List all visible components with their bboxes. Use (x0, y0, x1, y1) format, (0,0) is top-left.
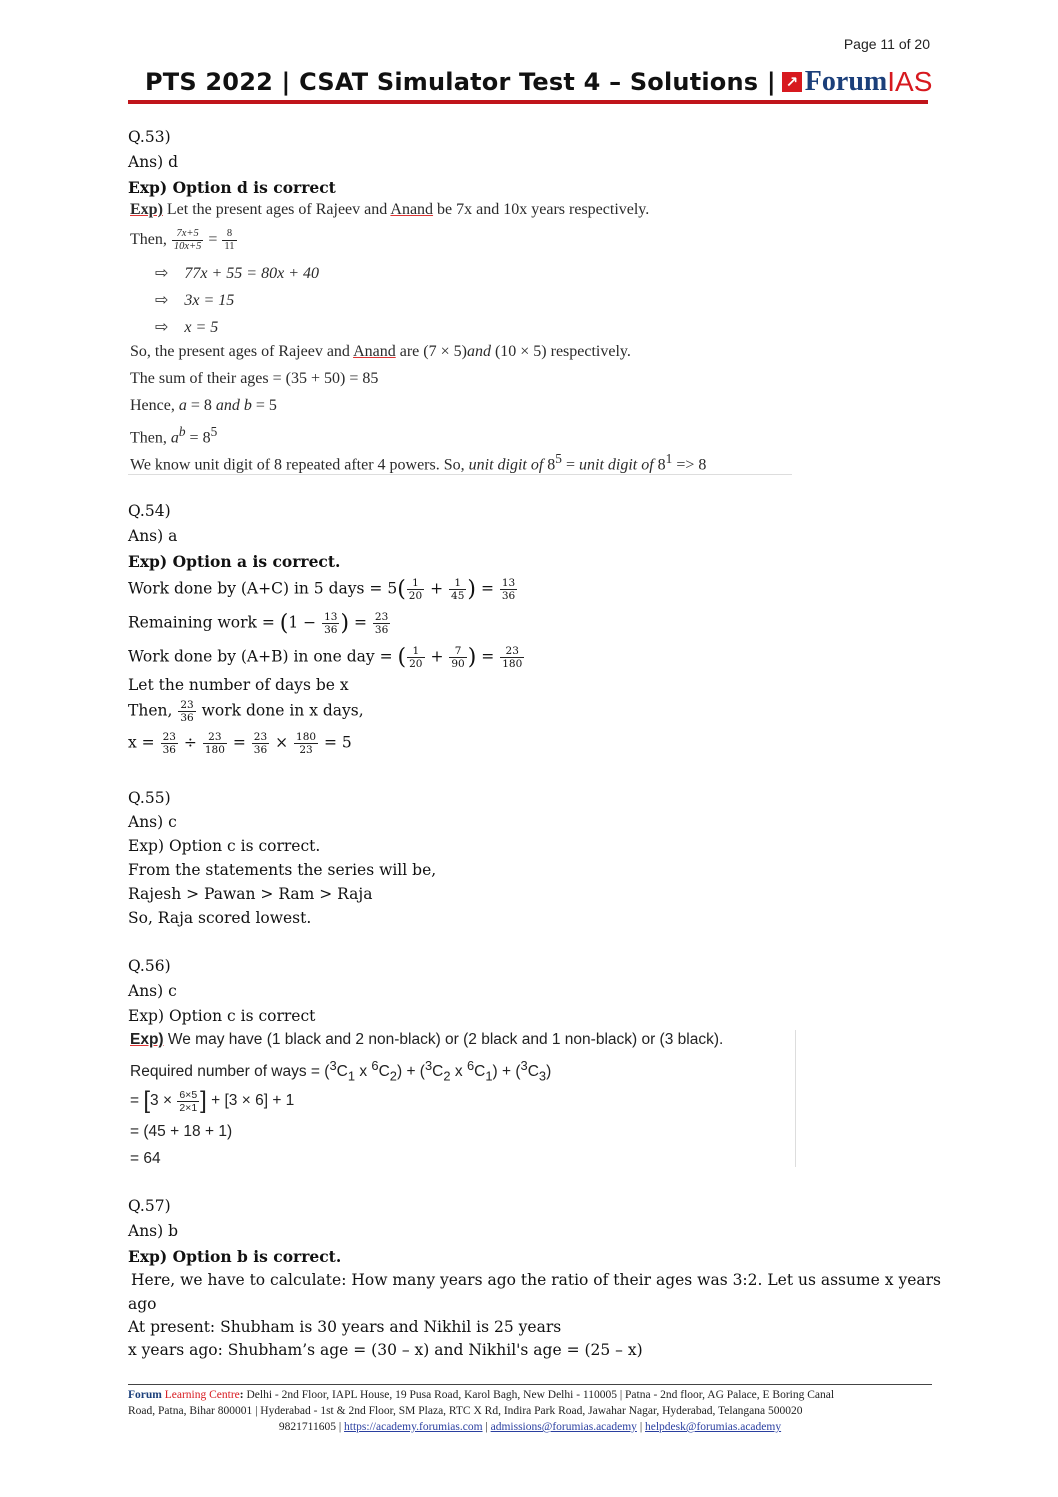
subscript: 1 (485, 1068, 493, 1084)
exponent: 5 (555, 451, 562, 466)
var-a: a (170, 429, 179, 447)
superscript: 3 (329, 1058, 337, 1073)
q57-line3: x years ago: Shubham’s age = (30 – x) and Nikhil's age = (25 – x) (128, 1341, 643, 1359)
q55-line1: From the statements the series will be, (128, 861, 437, 879)
q53-and: and (215, 397, 240, 414)
q57-label: Q.57) (128, 1197, 171, 1215)
exponent: 1 (665, 451, 673, 466)
numerator: 7x+5 (172, 228, 204, 241)
q54-text: 1 − (288, 613, 317, 632)
denominator: 180 (502, 658, 523, 670)
footer-divider (128, 1384, 932, 1385)
q54-text: = 5 (324, 733, 352, 752)
q53-sum-line: The sum of their ages = (35 + 50) = 85 (130, 370, 379, 387)
q53-anand: Anand (353, 343, 396, 360)
denominator: 180 (204, 744, 225, 756)
q53-step1 (155, 263, 319, 283)
q55-explanation-heading: Exp) Option c is correct. (128, 837, 321, 855)
q53-hence-line (130, 397, 277, 415)
q54-label: Q.54) (128, 502, 171, 520)
q56-explanation-heading: Exp) Option c is correct (128, 1007, 316, 1025)
q53-image-border (128, 474, 792, 475)
equals: = (480, 579, 494, 598)
q56-text: C (527, 1063, 539, 1081)
equals: = (130, 1092, 140, 1110)
q53-answer: Ans) d (128, 153, 179, 171)
q53-text: = 8 (189, 429, 211, 447)
right-arrow-icon: ⇨ (155, 265, 169, 282)
divide: ÷ (183, 733, 197, 752)
q53-text: (10 × 5) respectively. (494, 343, 631, 360)
q56-text: x (355, 1063, 372, 1081)
fraction (407, 645, 424, 670)
plus: + (430, 579, 444, 598)
q54-text: work done in x days, (201, 701, 364, 720)
q56-text: We may have (1 black and 2 non-black) or (2 black and 1 non-black) or (3 black). (167, 1031, 724, 1048)
equals: = (208, 231, 218, 249)
step-text: 77x + 55 = 80x + 40 (184, 265, 319, 282)
numerator: 1 (449, 577, 466, 590)
q56-exp-line1 (130, 1031, 723, 1049)
q53-text: We know unit digit of 8 repeated after 4 powers. So, (130, 456, 465, 474)
q53-text: be 7x and 10x years respectively. (437, 201, 650, 218)
q53-text: 8 (657, 456, 666, 474)
fraction (178, 699, 195, 724)
subscript: 3 (538, 1068, 547, 1084)
q53-unit-digit-line (130, 451, 706, 474)
forumias-logo (782, 66, 933, 98)
var-a: a (178, 397, 187, 414)
denominator: 23 (299, 744, 313, 756)
equals: = (232, 733, 246, 752)
numerator: 6×5 (179, 1088, 198, 1101)
paren: ( (397, 577, 406, 602)
q57-explanation-heading: Exp) Option b is correct. (128, 1247, 342, 1266)
footer-website-link[interactable]: https://academy.forumias.com (344, 1421, 483, 1433)
fraction (449, 645, 466, 670)
footer-helpdesk-email-link[interactable]: helpdesk@forumias.academy (645, 1421, 782, 1433)
q55-line2: Rajesh > Pawan > Ram > Raja (128, 885, 373, 903)
footer-brand-forum: Forum (128, 1389, 162, 1401)
q53-exp-line1 (130, 201, 649, 219)
header-divider (128, 100, 928, 104)
q57-line1: Here, we have to calculate: How many years ago the ratio of their ages was 3:2. Let us assume x years (131, 1271, 941, 1289)
superscript: 3 (520, 1058, 528, 1073)
numerator: 13 (324, 611, 338, 623)
q56-image-border (795, 1030, 796, 1167)
q54-answer: Ans) a (128, 527, 178, 545)
var-b: b (243, 397, 252, 414)
subscript: 2 (389, 1068, 397, 1084)
paren: ) (340, 611, 350, 636)
q53-text: = (565, 456, 575, 474)
q56-ways-line (130, 1058, 551, 1083)
q54-text: Work done by (A+C) in 5 days = 5 (128, 579, 398, 598)
q57-line1-cont: ago (128, 1295, 157, 1313)
q53-text: Hence, (130, 397, 175, 414)
footer-address-line1 (128, 1387, 932, 1403)
logo-ias-text: IAS (887, 66, 933, 97)
denominator: 36 (162, 744, 176, 756)
numerator: 1 (407, 645, 424, 658)
q57-answer: Ans) b (128, 1222, 179, 1240)
fraction (172, 228, 204, 253)
fraction (500, 577, 517, 602)
q53-text: unit digit of (468, 456, 544, 474)
q53-then: Then, (130, 231, 167, 249)
numerator: 8 (222, 228, 236, 241)
q56-text: 3 × (150, 1092, 173, 1110)
exponent: 5 (210, 424, 218, 439)
denominator: 20 (408, 590, 423, 602)
q57-line2: At present: Shubham is 30 years and Nikhil is 25 years (128, 1318, 562, 1336)
numerator: 7 (449, 645, 466, 658)
q56-text: C (378, 1063, 390, 1081)
fraction (203, 731, 227, 756)
denominator: 45 (451, 590, 465, 602)
numerator: 23 (500, 645, 524, 658)
denominator: 36 (253, 744, 268, 756)
q56-answer: Ans) c (128, 982, 177, 1000)
q56-text: C (432, 1063, 444, 1081)
q54-then-line (128, 699, 364, 724)
numerator: 23 (203, 731, 227, 744)
exp-tag: Exp) (130, 201, 163, 218)
q53-text: are (7 × 5) (399, 343, 467, 360)
footer-phone: 9821711605 (278, 1421, 336, 1433)
q53-equation (130, 228, 238, 253)
right-arrow-icon: ⇨ (155, 319, 169, 336)
fraction (322, 611, 339, 636)
fraction (407, 577, 424, 602)
q54-remaining-work (128, 611, 391, 636)
q56-text: x (450, 1063, 467, 1081)
q53-and: and (466, 343, 491, 360)
step-text: 3x = 15 (184, 292, 235, 309)
fraction (449, 577, 466, 602)
q56-text: + [3 × 6] + 1 (211, 1092, 295, 1110)
q53-text: => 8 (676, 456, 707, 474)
exp-tag: Exp) (130, 1031, 164, 1048)
q53-explanation-heading: Exp) Option d is correct (128, 178, 336, 197)
footer-address-line2: Road, Patna, Bihar 800001 | Hyderabad - 1st & 2nd Floor, SM Plaza, RTC X Rd, Indira Park Road, Jawahar Nagar, Hyderabad, Telangana 500020 (128, 1405, 803, 1417)
denominator: 36 (501, 590, 516, 602)
fraction (500, 645, 524, 670)
subscript: 1 (347, 1068, 356, 1084)
denominator: 11 (224, 241, 235, 252)
fraction (222, 228, 236, 253)
fraction (177, 1089, 199, 1114)
q55-line3: So, Raja scored lowest. (128, 909, 312, 927)
denominator: 36 (180, 712, 194, 724)
q56-label: Q.56) (128, 957, 171, 975)
q53-step3 (155, 317, 218, 337)
page-header (145, 62, 935, 102)
denominator: 90 (451, 658, 465, 670)
q54-work-ab (128, 645, 525, 670)
paren: ( (279, 611, 289, 636)
q53-power-line (130, 424, 217, 447)
page-footer (128, 1387, 932, 1435)
footer-separator: | (485, 1421, 488, 1433)
q54-work-ac (128, 577, 518, 602)
q56-text: ) + ( (492, 1063, 521, 1081)
fraction (373, 611, 390, 636)
paren: ) (467, 577, 476, 602)
paren: ( (397, 645, 407, 670)
q54-text: x = (128, 733, 155, 752)
footer-admissions-email-link[interactable]: admissions@forumias.academy (490, 1421, 637, 1433)
fraction (252, 731, 269, 756)
q54-text: Work done by (A+B) in one day = (128, 647, 393, 666)
q56-text: C (336, 1063, 348, 1081)
footer-colon: : (239, 1389, 244, 1401)
footer-address: Delhi - 2nd Floor, IAPL House, 19 Pusa Road, Karol Bagh, New Delhi - 110005 | Patna - 2nd floor, AG Palace, E Boring Canal (246, 1389, 835, 1401)
q53-step2 (155, 290, 234, 310)
denominator: 10x+5 (173, 241, 202, 252)
exponent: b (178, 424, 186, 439)
paren: ) (467, 645, 477, 670)
q56-text: ) + ( (396, 1063, 425, 1081)
q55-label: Q.55) (128, 789, 171, 807)
q54-x-line (128, 731, 352, 756)
superscript: 3 (424, 1058, 433, 1073)
footer-separator: | (639, 1421, 643, 1433)
q53-anand: Anand (390, 201, 434, 218)
q53-text: So, the present ages of Rajeev and (130, 343, 350, 360)
denominator: 20 (409, 658, 423, 670)
q56-text: ) (546, 1063, 552, 1081)
q54-text: Then, (128, 701, 173, 720)
bracket: [ (143, 1087, 151, 1114)
q53-text: Let the present ages of Rajeev and (166, 201, 388, 218)
q56-text: C (474, 1063, 486, 1081)
logo-forum-text: Forum (804, 66, 888, 97)
q54-let-line: Let the number of days be x (128, 676, 349, 694)
denominator: 36 (374, 624, 389, 636)
superscript: 6 (466, 1058, 475, 1073)
arrow-logo-icon: ↗ (782, 72, 802, 92)
q53-text: = 5 (255, 397, 277, 414)
q55-answer: Ans) c (128, 813, 177, 831)
numerator: 23 (162, 731, 176, 743)
footer-brand-lc: Learning Centre (164, 1389, 240, 1401)
denominator: 36 (324, 624, 338, 636)
footer-separator: | (338, 1421, 342, 1433)
step-text: x = 5 (184, 319, 219, 336)
right-arrow-icon: ⇨ (155, 292, 169, 309)
q56-calc-line (130, 1087, 294, 1115)
q56-text: Required number of ways = ( (130, 1063, 330, 1081)
footer-contacts (128, 1419, 932, 1435)
equals: = (481, 647, 495, 666)
subscript: 2 (443, 1068, 451, 1084)
numerator: 23 (253, 731, 268, 743)
numerator: 180 (296, 731, 317, 743)
numerator: 1 (407, 577, 424, 590)
superscript: 6 (371, 1058, 379, 1073)
q54-explanation-heading: Exp) Option a is correct. (128, 552, 341, 571)
q54-text: Remaining work = (128, 613, 275, 632)
times: × (275, 733, 289, 752)
numerator: 23 (180, 699, 194, 711)
fraction (161, 731, 178, 756)
q53-label: Q.53) (128, 128, 171, 146)
q53-ages-line (130, 343, 631, 361)
equals: = (353, 613, 367, 632)
bracket: ] (200, 1087, 207, 1114)
page-number: Page 11 of 20 (843, 36, 930, 52)
q56-result-line: = 64 (130, 1150, 161, 1167)
q53-text: = 8 (190, 397, 212, 414)
q53-text: Then, (130, 429, 167, 447)
q53-text: unit digit of (579, 456, 654, 474)
header-title: PTS 2022 | CSAT Simulator Test 4 – Solutions | (145, 68, 776, 96)
fraction (294, 731, 318, 756)
q56-sum-line: = (45 + 18 + 1) (130, 1123, 233, 1140)
plus: + (430, 647, 444, 666)
numerator: 23 (374, 611, 389, 623)
denominator: 2×1 (179, 1101, 198, 1114)
numerator: 13 (501, 577, 516, 589)
q53-text: 8 (547, 456, 556, 474)
